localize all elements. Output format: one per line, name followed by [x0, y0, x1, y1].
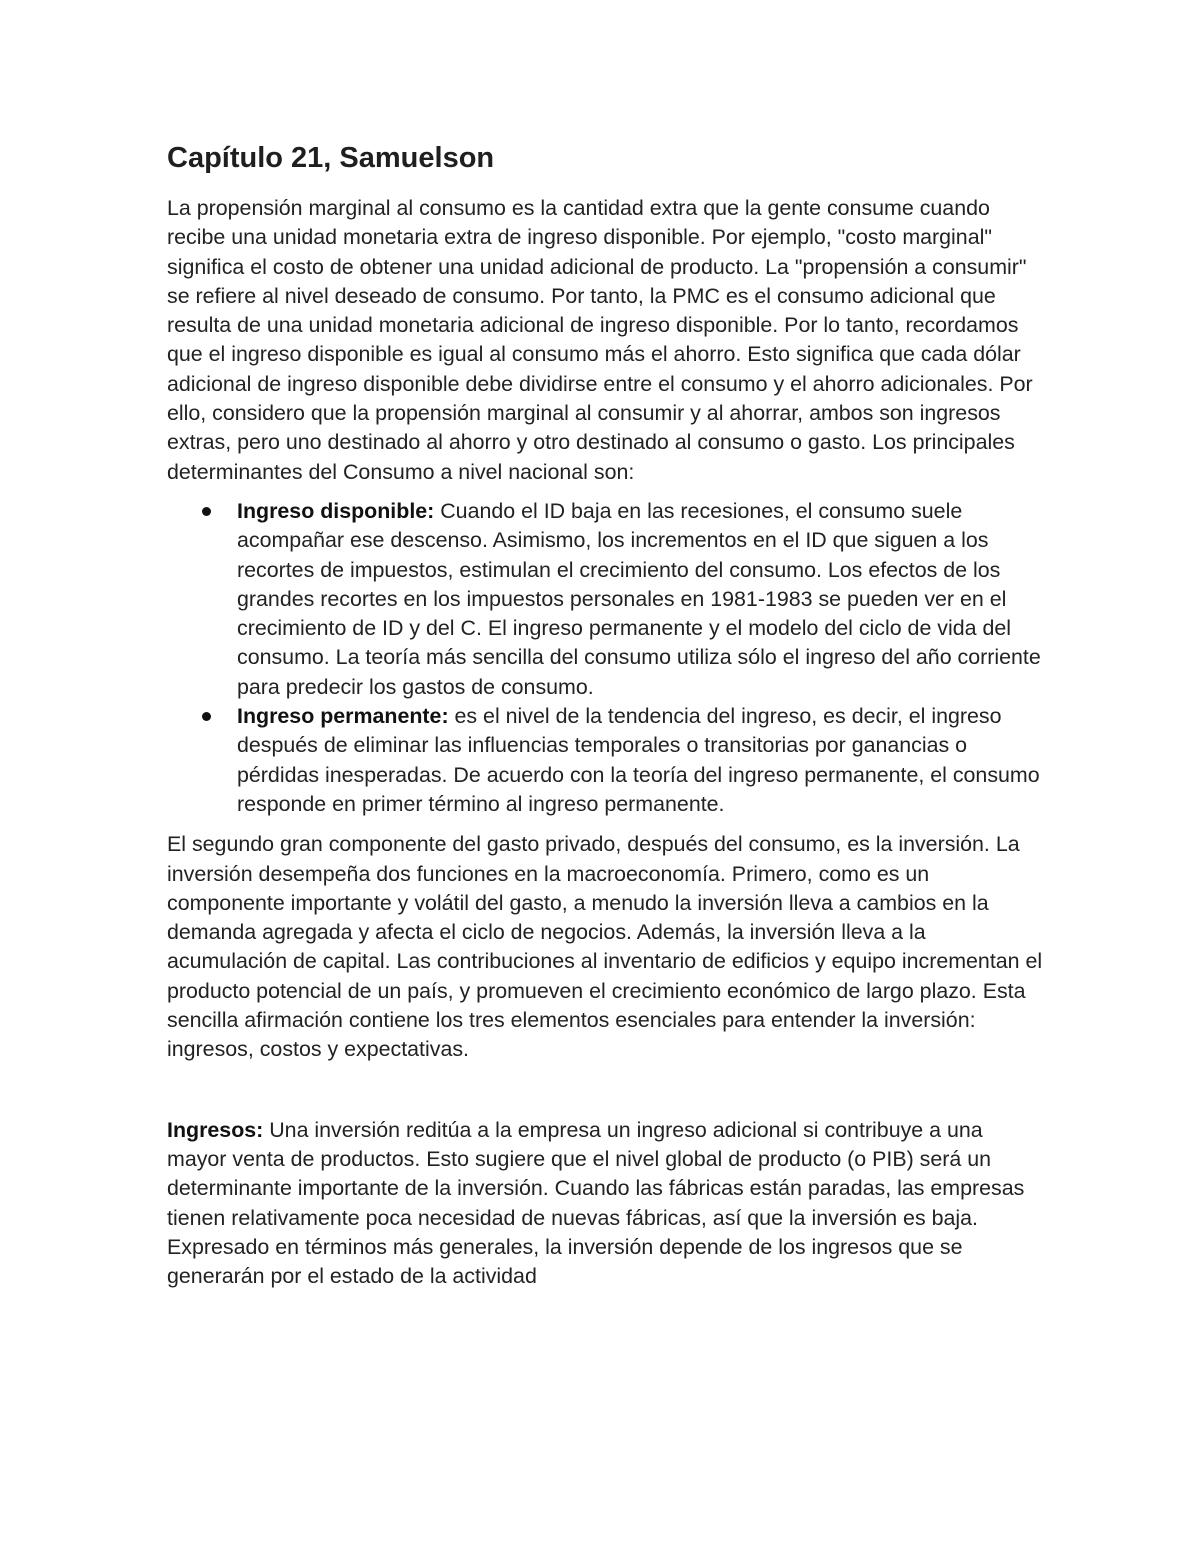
ingresos-paragraph [167, 1116, 1047, 1292]
list-item-ingreso-disponible [167, 497, 1047, 702]
ingresos-text: Una inversión reditúa a la empresa un ingreso adicional si contribuye a una mayor venta de productos. Esto sugiere que el nivel global de producto (o PIB) será un determinante importante de la inversión. Cuando las fábricas están paradas, las empresas tienen relativamente poca necesidad de nuevas fábricas, así que la inversión es baja. Expresado en términos más generales, la inversión depende de los ingresos que se generarán por el estado de la actividad [167, 1117, 1025, 1289]
list-item-ingreso-permanente [167, 702, 1047, 819]
list-item-text: Cuando el ID baja en las recesiones, el consumo suele acompañar ese descenso. Asimismo, los incrementos en el ID que siguen a los recortes de impuestos, estimulan el crecimiento del consumo. Los efectos de los grandes recortes en los impuestos personales en 1981-1983 se pueden ver en el crecimiento de ID y del C. El ingreso permanente y el modelo del ciclo de vida del consumo. La teoría más sencilla del consumo utiliza sólo el ingreso del año corriente para predecir los gastos de consumo. [237, 498, 1041, 699]
determinants-list [167, 497, 1047, 819]
ingresos-term: Ingresos: [167, 1117, 264, 1142]
page-title: Capítulo 21, Samuelson [167, 142, 495, 174]
document-page [167, 138, 1047, 1291]
inversion-paragraph: El segundo gran componente del gasto privado, después del consumo, es la inversión. La inversión desempeña dos funciones en la macroeconomía. Primero, como es un componente importante y volátil del gasto, a menudo la inversión lleva a cambios en la demanda agregada y afecta el ciclo de negocios. Además, la inversión lleva a la acumulación de capital. Las contribuciones al inventario de edificios y equipo incrementan el producto potencial de un país, y promueven el crecimiento económico de largo plazo. Esta sencilla afirmación contiene los tres elementos esenciales para entender la inversión: ingresos, costos y expectativas. [167, 832, 1043, 1062]
list-item-text: es el nivel de la tendencia del ingreso, es decir, el ingreso después de eliminar las influencias temporales o transitorias por ganancias o pérdidas inesperadas. De acuerdo con la teoría del ingreso permanente, el consumo responde en primer término al ingreso permanente. [237, 704, 1040, 816]
bullet-icon [202, 507, 211, 516]
bullet-icon [202, 712, 211, 721]
list-item-term: Ingreso disponible: [237, 498, 435, 523]
intro-paragraph: La propensión marginal al consumo es la cantidad extra que la gente consume cuando recibe una unidad monetaria extra de ingreso disponible. Por ejemplo, "costo marginal" significa el costo de obtener una unidad adicional de producto. La "propensión a consumir" se refiere al nivel deseado de consumo. Por tanto, la PMC es el consumo adicional que resulta de una unidad monetaria adicional de ingreso disponible. Por lo tanto, recordamos que el ingreso disponible es igual al consumo más el ahorro. Esto significa que cada dólar adicional de ingreso disponible debe dividirse entre el consumo y el ahorro adicionales. Por ello, considero que la propensión marginal al consumir y al ahorrar, ambos son ingresos extras, pero uno destinado al ahorro y otro destinado al consumo o gasto. Los principales determinantes del Consumo a nivel nacional son: [167, 196, 1033, 484]
list-item-term: Ingreso permanente: [237, 704, 449, 729]
